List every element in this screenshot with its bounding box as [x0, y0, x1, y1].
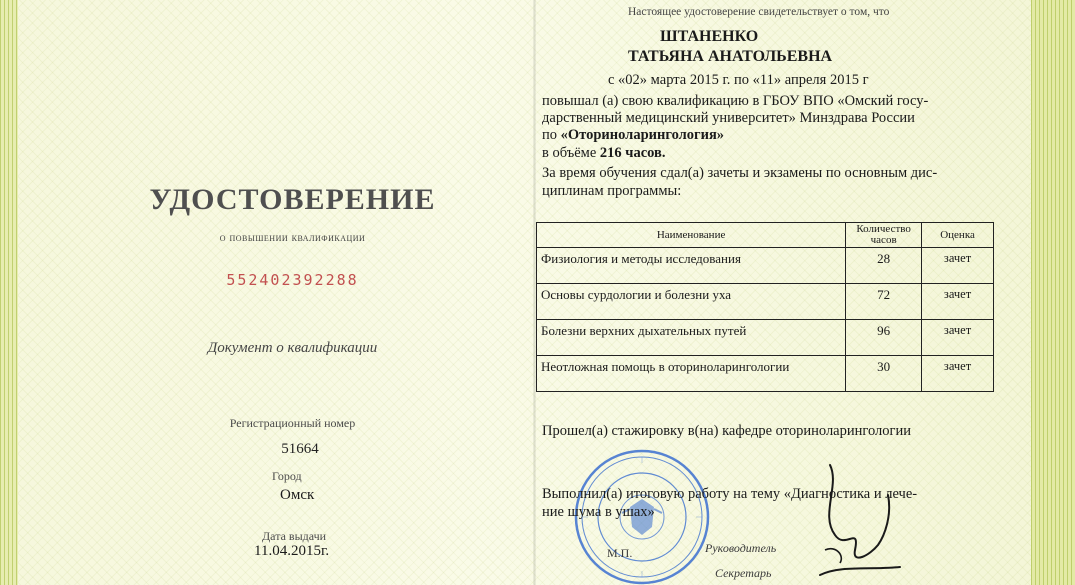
- table-row: [537, 248, 994, 284]
- serial-number: 552402392288: [226, 271, 359, 289]
- document-type: Документ о квалификации: [207, 340, 378, 356]
- city-value: Омск: [280, 487, 315, 503]
- header-name: Наименование: [537, 223, 846, 248]
- program-line: [542, 127, 997, 144]
- issue-date: 11.04.2015г.: [254, 543, 330, 559]
- internship-text: Прошел(а) стажировку в(на) кафедре оториноларингологии: [542, 423, 911, 439]
- city-label: Город: [272, 469, 302, 483]
- discipline-name: Болезни верхних дыхательных путей: [537, 320, 846, 356]
- holder-name: ТАТЬЯНА АНАТОЛЬЕВНА: [628, 48, 833, 65]
- exams-line-1: За время обучения сдал(а) зачеты и экзамены по основным дис-: [542, 165, 938, 181]
- table-row: [537, 320, 994, 356]
- discipline-grade: зачет: [922, 248, 994, 284]
- header-hours: Количество часов: [846, 223, 922, 248]
- certificate-title: УДОСТОВЕРЕНИЕ: [149, 183, 436, 216]
- table-row: [537, 284, 994, 320]
- hours-value: 216 часов.: [599, 145, 666, 161]
- registration-label: Регистрационный номер: [229, 416, 356, 430]
- discipline-name: Основы сурдологии и болезни уха: [537, 284, 846, 320]
- stamp-place-label: М.П.: [607, 546, 633, 560]
- hours-prefix: в объёме: [542, 145, 600, 161]
- intro-text: Настоящее удостоверение свидетельствует о том, что: [628, 6, 890, 18]
- discipline-hours: 72: [846, 284, 922, 320]
- guilloche-border-right: [1031, 0, 1075, 585]
- discipline-name: Физиология и методы исследования: [537, 248, 846, 284]
- discipline-hours: 28: [846, 248, 922, 284]
- discipline-hours: 96: [846, 320, 922, 356]
- training-period: с «02» марта 2015 г. по «11» апреля 2015 г: [608, 72, 869, 88]
- thesis-line-1: Выполнил(а) итоговую работу на тему «Диагностика и лече-: [542, 486, 918, 502]
- discipline-grade: зачет: [922, 320, 994, 356]
- disciplines-table: [536, 222, 994, 392]
- issue-date-label: Дата выдачи: [262, 529, 327, 543]
- exams-line-2: циплинам программы:: [542, 183, 682, 199]
- secretary-signature-label: Секретарь: [715, 566, 772, 580]
- disciplines-table-wrap: [536, 222, 994, 392]
- thesis-line-2: ние шума в ушах»: [542, 504, 655, 520]
- program-name: «Оториноларингология»: [560, 127, 725, 143]
- guilloche-border-left: [0, 0, 18, 585]
- head-signature-label: Руководитель: [705, 541, 777, 555]
- qualification-line-2: дарственный медицинский университет» Минздрава России: [542, 110, 915, 126]
- registration-number: 51664: [281, 441, 319, 457]
- discipline-name: Неотложная помощь в оториноларингологии: [537, 356, 846, 392]
- discipline-grade: зачет: [922, 284, 994, 320]
- table-row: [537, 356, 994, 392]
- certificate-subtitle: о повышении квалификации: [219, 230, 366, 244]
- qualification-line-1: повышал (а) свою квалификацию в ГБОУ ВПО «Омский госу-: [542, 93, 929, 109]
- discipline-grade: зачет: [922, 356, 994, 392]
- header-grade: Оценка: [922, 223, 994, 248]
- program-prefix: по: [542, 127, 561, 143]
- hours-line: [542, 145, 997, 162]
- discipline-hours: 30: [846, 356, 922, 392]
- holder-surname: ШТАНЕНКО: [660, 28, 759, 45]
- signature-icon: [800, 455, 920, 585]
- table-header-row: [537, 223, 994, 248]
